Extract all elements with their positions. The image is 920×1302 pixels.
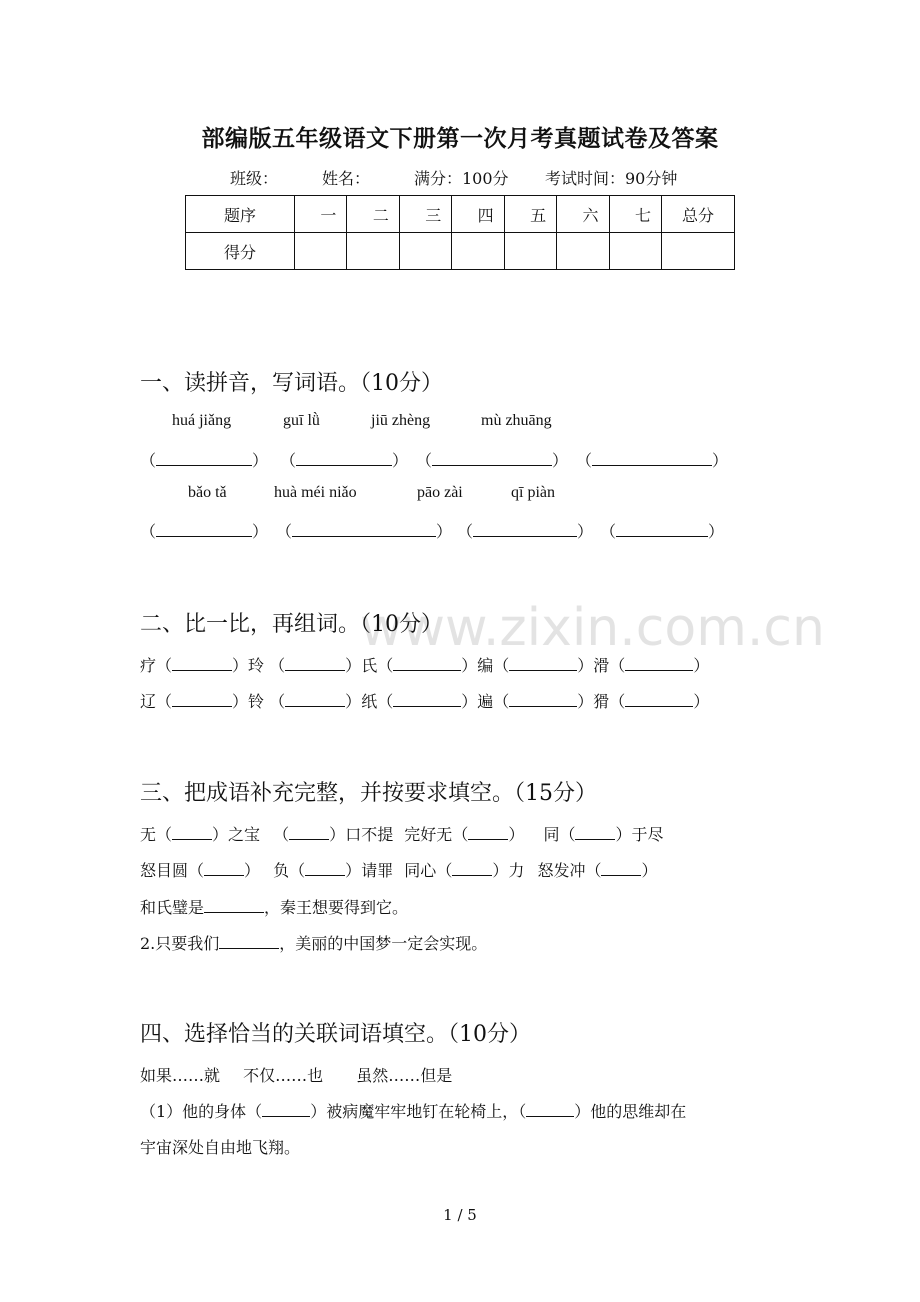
answer-blank[interactable] — [172, 691, 232, 707]
answer-blank-row: （ ） — [457, 522, 594, 541]
idiom-row: 怒目圆（ ） 负（ ）请罪 同心（ ）力 怒发冲（ ） — [140, 861, 658, 880]
character: 编 — [477, 656, 494, 675]
character: 遍 — [477, 692, 494, 711]
score-input-cell[interactable] — [295, 233, 347, 270]
answer-blank[interactable] — [575, 824, 615, 840]
answer-blank[interactable] — [452, 860, 492, 876]
section-heading-3: 三、把成语补充完整，并按要求填空。（15分） — [140, 781, 597, 806]
score-input-cell[interactable] — [557, 233, 609, 270]
character: 铃 — [248, 692, 265, 711]
answer-blank[interactable] — [592, 450, 712, 466]
page-number: 1 / 5 — [443, 1206, 477, 1224]
option: 虽然……但是 — [356, 1066, 453, 1085]
answer-blank[interactable] — [262, 1101, 310, 1117]
score-input-cell[interactable] — [452, 233, 504, 270]
table-cell: 五 — [504, 196, 556, 233]
pinyin-item: bǎo tǎ — [188, 484, 227, 501]
question-line-cont: 宇宙深处自由地飞翔。 — [140, 1138, 301, 1157]
character: 猾 — [593, 692, 610, 711]
option-list — [140, 1063, 452, 1086]
score-table — [185, 195, 735, 270]
answer-blank[interactable] — [509, 691, 577, 707]
word-group-row: 疗（ ）玲 （ ）氏（ ）编（ ）滑（ ） — [140, 656, 710, 675]
answer-blank[interactable] — [526, 1101, 574, 1117]
answer-blank[interactable] — [289, 824, 329, 840]
exam-time: 考试时间：90分钟 — [545, 169, 678, 188]
answer-blank-row: （ ） — [576, 451, 729, 470]
score-input-cell[interactable] — [504, 233, 556, 270]
score-input-cell[interactable] — [399, 233, 451, 270]
idiom-row: 无（ ）之宝 （ ）口不提 完好无（ ） 同（ ）于尽 — [140, 825, 664, 844]
answer-blank[interactable] — [285, 655, 345, 671]
answer-blank[interactable] — [156, 450, 252, 466]
answer-blank[interactable] — [625, 655, 693, 671]
answer-blank[interactable] — [432, 450, 552, 466]
answer-blank[interactable] — [204, 860, 244, 876]
section-heading-2: 二、比一比，再组词。（10分） — [140, 612, 443, 637]
name-label: 姓名： — [322, 169, 371, 188]
pinyin-item: mù zhuāng — [481, 412, 552, 429]
table-row — [186, 233, 735, 270]
table-cell: 六 — [557, 196, 609, 233]
character: 玲 — [248, 656, 265, 675]
pinyin-item: huà méi niǎo — [274, 484, 357, 501]
answer-blank[interactable] — [393, 691, 461, 707]
character: 滑 — [593, 656, 610, 675]
table-cell: 二 — [347, 196, 399, 233]
fill-line: 和氏璧是 ，秦王想要得到它。 — [140, 898, 409, 917]
answer-blank[interactable] — [305, 860, 345, 876]
table-cell: 得分 — [186, 233, 295, 270]
fill-line: 2.只要我们 ，美丽的中国梦一定会实现。 — [140, 934, 488, 953]
table-cell: 七 — [609, 196, 661, 233]
table-row — [186, 196, 735, 233]
table-cell: 四 — [452, 196, 504, 233]
answer-blank-row: （ ） — [416, 451, 569, 470]
score-input-cell[interactable] — [347, 233, 399, 270]
word-group-row: 辽（ ）铃 （ ）纸（ ）遍（ ）猾（ ） — [140, 692, 710, 711]
pinyin-item: huá jiǎng — [172, 412, 232, 429]
pinyin-item: guī lǜ — [283, 412, 320, 429]
section-heading-1: 一、读拼音，写词语。（10分） — [140, 371, 443, 396]
answer-blank[interactable] — [468, 824, 508, 840]
option: 不仅……也 — [243, 1066, 324, 1085]
answer-blank[interactable] — [296, 450, 392, 466]
table-cell: 题序 — [186, 196, 295, 233]
answer-blank-row: （ ） — [280, 451, 409, 470]
class-label: 班级： — [230, 169, 279, 188]
option: 如果……就 — [140, 1066, 221, 1085]
answer-blank[interactable] — [292, 521, 436, 537]
answer-blank-row: （ ） — [140, 522, 269, 541]
question-line: （1）他的身体（ ）被病魔牢牢地钉在轮椅上，（ ）他的思维却在 — [140, 1102, 687, 1121]
pinyin-item: pāo zài — [417, 484, 463, 501]
pinyin-item: qī piàn — [511, 484, 555, 501]
character: 疗 — [140, 656, 157, 675]
answer-blank-row: （ ） — [276, 522, 453, 541]
answer-blank[interactable] — [616, 521, 708, 537]
answer-blank[interactable] — [219, 933, 279, 949]
answer-blank[interactable] — [473, 521, 577, 537]
answer-blank[interactable] — [204, 897, 264, 913]
character: 纸 — [361, 692, 378, 711]
answer-blank-row: （ ） — [600, 522, 725, 541]
answer-blank[interactable] — [601, 860, 641, 876]
answer-blank[interactable] — [172, 655, 232, 671]
section-heading-4: 四、选择恰当的关联词语填空。（10分） — [140, 1022, 531, 1047]
character: 辽 — [140, 692, 157, 711]
table-cell: 总分 — [662, 196, 735, 233]
page-title: 部编版五年级语文下册第一次月考真题试卷及答案 — [201, 125, 719, 152]
answer-blank[interactable] — [393, 655, 461, 671]
full-score: 满分：100分 — [414, 169, 509, 188]
table-cell: 三 — [399, 196, 451, 233]
answer-blank[interactable] — [625, 691, 693, 707]
character: 氏 — [361, 656, 378, 675]
watermark: www.zixin.com.cn — [360, 598, 825, 658]
answer-blank[interactable] — [509, 655, 577, 671]
answer-blank[interactable] — [172, 824, 212, 840]
answer-blank[interactable] — [285, 691, 345, 707]
answer-blank-row: （ ） — [140, 451, 269, 470]
answer-blank[interactable] — [156, 521, 252, 537]
pinyin-item: jiū zhèng — [371, 412, 431, 429]
score-input-cell[interactable] — [609, 233, 661, 270]
score-input-cell[interactable] — [662, 233, 735, 270]
table-cell: 一 — [295, 196, 347, 233]
